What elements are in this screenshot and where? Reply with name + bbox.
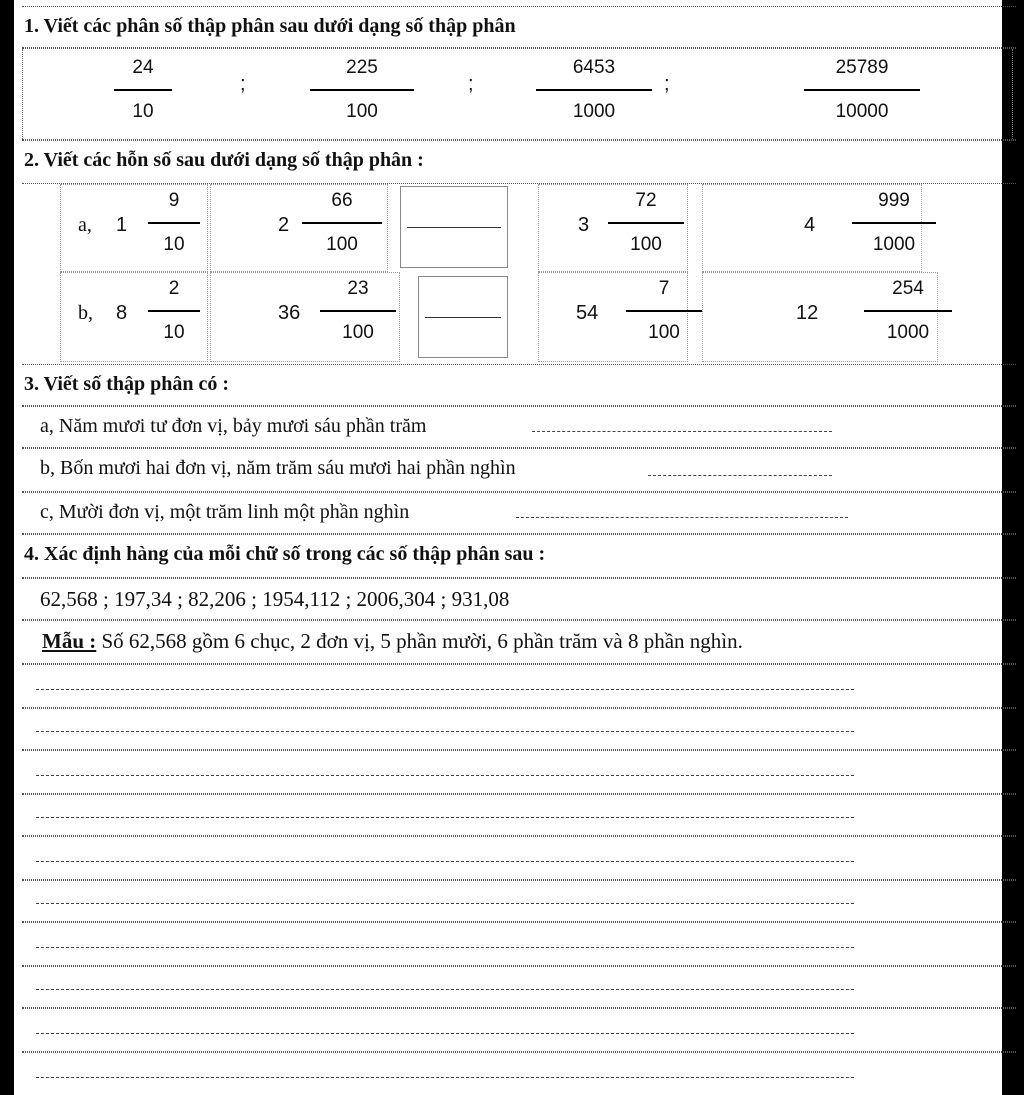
- answer-line[interactable]: [36, 861, 854, 862]
- answer-line[interactable]: [36, 947, 854, 948]
- writing-row: [22, 922, 1016, 966]
- answer-line[interactable]: [36, 731, 854, 732]
- section3-title-row: [22, 364, 1016, 406]
- section2-title: 2. Viết các hỗn số sau dưới dạng số thập phân :: [24, 149, 424, 171]
- answer-line[interactable]: [36, 1077, 854, 1078]
- writing-row: [22, 708, 1016, 750]
- mixed-whole: 54: [576, 302, 599, 324]
- mixed-fraction: [608, 190, 684, 256]
- fraction-numerator: 2: [168, 278, 180, 299]
- separator: ;: [240, 73, 246, 95]
- fraction-3: [536, 57, 652, 123]
- section3-item-c: [22, 492, 1016, 534]
- mixed-fraction: [626, 278, 702, 344]
- fraction-denominator: 100: [346, 100, 378, 122]
- section3-title: 3. Viết số thập phân có :: [24, 373, 230, 395]
- fraction-numerator: 24: [132, 57, 154, 78]
- fraction-denominator: 100: [342, 321, 374, 343]
- answer-line[interactable]: [516, 517, 848, 518]
- mixed-whole: 8: [116, 302, 128, 324]
- fraction-4: [804, 57, 920, 123]
- writing-row: [22, 794, 1016, 836]
- section4-numbers-row: [22, 578, 1016, 620]
- fraction-denominator: 10: [163, 233, 185, 255]
- section2-row-b: [60, 272, 970, 362]
- fraction-denominator: 1000: [886, 321, 930, 343]
- answer-line[interactable]: [36, 817, 854, 818]
- worksheet: [16, 0, 1002, 1095]
- fraction-numerator: 72: [635, 190, 657, 211]
- section4-numbers: 62,568 ; 197,34 ; 82,206 ; 1954,112 ; 2006,304 ; 931,08: [40, 587, 510, 611]
- mixed-whole: 2: [278, 214, 290, 236]
- fraction-denominator: 100: [326, 233, 358, 255]
- section4-title-row: [22, 534, 1016, 578]
- section3-item-text: a, Năm mươi tư đơn vị, bảy mươi sáu phần trăm: [40, 415, 427, 437]
- mixed-whole: 4: [804, 214, 816, 236]
- writing-row: [22, 966, 1016, 1008]
- writing-row: [22, 1052, 1016, 1095]
- fraction-2: [310, 57, 414, 123]
- fraction-numerator: 999: [878, 190, 910, 211]
- writing-row: [22, 880, 1016, 922]
- fraction-denominator: 1000: [572, 100, 616, 122]
- answer-line[interactable]: [36, 1033, 854, 1034]
- fraction-denominator: 10: [163, 321, 185, 343]
- mixed-fraction: [148, 190, 200, 256]
- writing-row: [22, 664, 1016, 708]
- fraction-numerator: 25789: [835, 57, 889, 78]
- writing-row: [22, 1008, 1016, 1052]
- answer-line[interactable]: [648, 475, 832, 476]
- row-a-label: a,: [78, 214, 92, 236]
- fraction-numerator: 23: [347, 278, 369, 299]
- sample-label: Mẫu :: [42, 629, 97, 653]
- fraction-numerator: 6453: [572, 57, 616, 78]
- writing-row: [22, 750, 1016, 794]
- separator: ;: [468, 73, 474, 95]
- answer-line[interactable]: [532, 431, 832, 432]
- fraction-denominator: 10000: [835, 100, 889, 122]
- section4-title: 4. Xác định hàng của mỗi chữ số trong các số thập phân sau :: [24, 543, 546, 565]
- section2-row-a: [60, 184, 970, 272]
- section1-fractions-row: [22, 48, 1016, 140]
- mixed-whole: 36: [278, 302, 301, 324]
- mixed-whole: 3: [578, 214, 590, 236]
- row-b-label: b,: [78, 302, 93, 324]
- mixed-fraction: [148, 278, 200, 344]
- section3-item-b: [22, 448, 1016, 492]
- section4-sample-row: [22, 620, 1016, 664]
- fraction-numerator: 254: [892, 278, 924, 299]
- answer-line[interactable]: [36, 775, 854, 776]
- fraction-numerator: 9: [168, 190, 180, 211]
- fraction-1: [114, 57, 172, 123]
- mixed-whole: 1: [116, 214, 128, 236]
- fraction-denominator: 10: [132, 100, 154, 122]
- mixed-fraction: [302, 190, 382, 256]
- mixed-fraction: [864, 278, 952, 344]
- writing-row: [22, 836, 1016, 880]
- fraction-numerator: 225: [346, 57, 378, 78]
- section3-item-text: c, Mười đơn vị, một trăm linh một phần nghìn: [40, 501, 410, 523]
- sample-text: Số 62,568 gồm 6 chục, 2 đơn vị, 5 phần mười, 6 phần trăm và 8 phần nghìn.: [96, 629, 743, 653]
- mixed-fraction: [852, 190, 936, 256]
- answer-box[interactable]: [418, 276, 508, 358]
- fraction-denominator: 100: [630, 233, 662, 255]
- section3-item-text: b, Bốn mươi hai đơn vị, năm trăm sáu mươi hai phần nghìn: [40, 457, 516, 479]
- section1-title-row: [22, 6, 1016, 48]
- mixed-fraction: [320, 278, 396, 344]
- answer-line[interactable]: [36, 903, 854, 904]
- fraction-numerator: 66: [331, 190, 353, 211]
- fraction-numerator: 7: [658, 278, 670, 299]
- section1-title: 1. Viết các phân số thập phân sau dưới dạng số thập phân: [24, 15, 516, 37]
- answer-line[interactable]: [36, 989, 854, 990]
- section2-title-row: [22, 140, 1016, 184]
- fraction-denominator: 100: [648, 321, 680, 343]
- fraction-denominator: 1000: [872, 233, 916, 255]
- separator: ;: [664, 73, 670, 95]
- answer-line[interactable]: [36, 689, 854, 690]
- left-frame: [0, 0, 14, 1095]
- answer-box[interactable]: [400, 186, 508, 268]
- mixed-whole: 12: [796, 302, 819, 324]
- section3-item-a: [22, 406, 1016, 448]
